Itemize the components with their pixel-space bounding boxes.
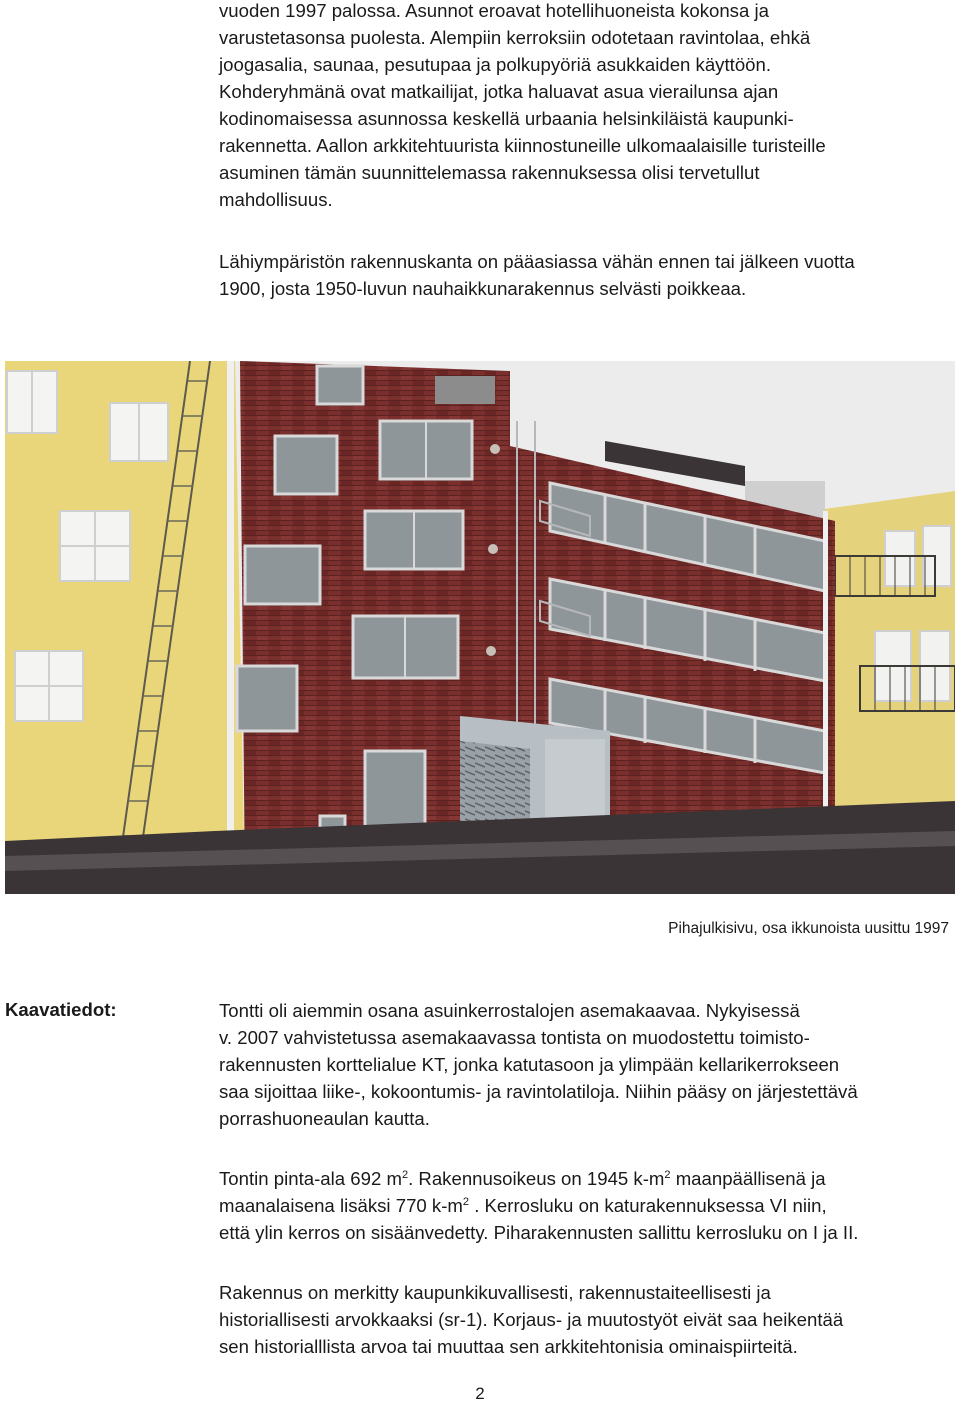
text-line xyxy=(219,1165,949,1192)
text-line: Rakennus on merkitty kaupunkikuvallisesti, rakennustaiteellisesti ja xyxy=(219,1282,771,1303)
plot-text: . Rakennusoikeus on 1945 k-m xyxy=(408,1168,665,1189)
zoning-paragraph xyxy=(219,997,949,1132)
plot-text: . Kerrosluku on katurakennuksessa VI niin, xyxy=(469,1195,827,1216)
superscript: 2 xyxy=(664,1169,671,1181)
text-line: että ylin kerros on sisäänvedetty. Piharakennusten sallittu kerrosluku on I ja II. xyxy=(219,1222,859,1243)
plot-paragraph xyxy=(219,1165,949,1246)
text-line: asuminen tämän suunnittelemassa rakennuksessa olisi tervetullut xyxy=(219,162,760,183)
text-line: Lähiympäristön rakennuskanta on pääasiassa vähän ennen tai jälkeen vuotta xyxy=(219,251,855,272)
text-line: joogasalia, saunaa, pesutupaa ja polkupyöriä asukkaiden käyttöön. xyxy=(219,54,772,75)
surroundings-paragraph xyxy=(219,248,949,302)
text-line: porrashuoneaulan kautta. xyxy=(219,1108,430,1129)
text-line: varustetasonsa puolesta. Alempiin kerroksiin odotetaan ravintolaa, ehkä xyxy=(219,27,811,48)
text-line: vuoden 1997 palossa. Asunnot eroavat hotellihuoneista kokonsa ja xyxy=(219,0,769,21)
text-line: mahdollisuus. xyxy=(219,189,333,210)
text-line: sen historialllista arvoa tai muuttaa sen arkkitehtonisia ominaispiirteitä. xyxy=(219,1336,798,1357)
text-line: Tontti oli aiemmin osana asuinkerrostalojen asemakaavaa. Nykyisessä xyxy=(219,1000,800,1021)
page-number: 2 xyxy=(475,1384,485,1403)
protection-paragraph xyxy=(219,1279,949,1360)
text-line: 1900, josta 1950-luvun nauhaikkunarakennus selvästi poikkeaa. xyxy=(219,278,747,299)
photo-caption: Pihajulkisivu, osa ikkunoista uusittu 1997 xyxy=(668,920,949,937)
text-line: saa sijoittaa liike-, kokoontumis- ja ravintolatiloja. Niihin pääsy on järjestettävä xyxy=(219,1081,858,1102)
superscript: 2 xyxy=(401,1169,409,1181)
text-line: kodinomaisessa asunnossa keskellä urbaania helsinkiläistä kaupunki- xyxy=(219,108,794,129)
text-line: Kohderyhmänä ovat matkailijat, jotka haluavat asua vierailunsa ajan xyxy=(219,81,779,102)
plot-text: maanalaisena lisäksi 770 k-m xyxy=(219,1195,463,1216)
text-line: v. 2007 vahvistetussa asemakaavassa tontista on muodostettu toimisto- xyxy=(219,1027,810,1048)
plot-text: maanpäällisenä ja xyxy=(670,1168,826,1189)
text-line xyxy=(219,1192,949,1219)
intro-paragraph xyxy=(219,0,949,213)
plot-text: Tontin pinta-ala 692 m xyxy=(219,1168,402,1189)
section-heading: Kaavatiedot: xyxy=(5,999,117,1020)
building-courtyard-photo xyxy=(5,361,955,894)
text-line: rakennetta. Aallon arkkitehtuurista kiinnostuneille ulkomaalaisille turisteille xyxy=(219,135,826,156)
text-line: historiallisesti arvokkaaksi (sr-1). Korjaus- ja muutostyöt eivät saa heikentää xyxy=(219,1309,844,1330)
text-line: rakennusten korttelialue KT, jonka katutasoon ja ylimpään kellarikerrokseen xyxy=(219,1054,840,1075)
superscript: 2 xyxy=(462,1196,470,1208)
